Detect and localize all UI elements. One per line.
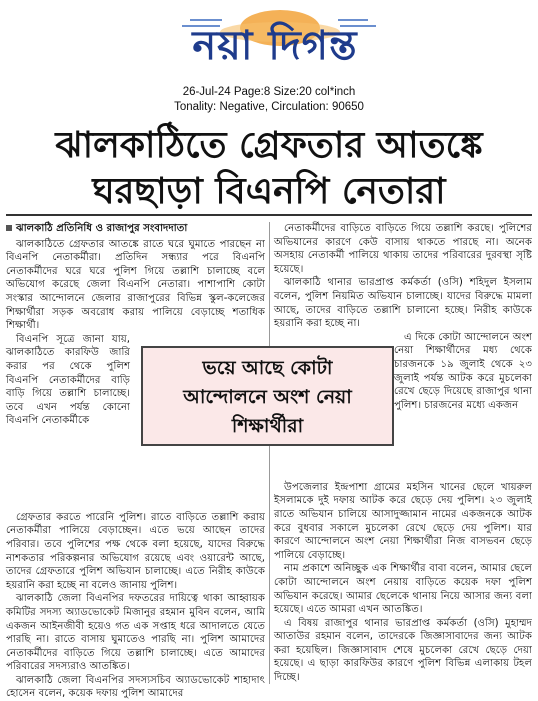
paragraph: ঝালকাঠি জেলা বিএনপির সদস্যসচিব অ্যাডভোকেট শাহাদাৎ হোসেন বলেন, কয়েক দফায় পুলিশ আমাদের — [6, 674, 265, 700]
masthead — [0, 0, 538, 120]
column-divider — [269, 222, 270, 684]
paragraph: এ দিকে কোটা আন্দোলনে অংশ নেয়া শিক্ষার্থীদের মধ্য থেকে চারজনকে ১৯ জুলাই থেকে ২৩ জুলাই পর্যন্ত আটক করে মুচলেকা রেখে ছেড়ে দিয়েছে রাজাপুর থানা পুলিশ। চারজনের মধ্যে একজন — [394, 331, 532, 411]
pull-quote-line: ভয়ে আছে কোটা — [202, 357, 333, 379]
paragraph: ঝালকাঠি জেলা বিএনপির দফতরের দায়িত্বে থাকা আহ্বায়ক কমিটির সদস্য অ্যাডভোকেট মিজানুর রহমান মুবিন বলেন, আমি একজন আইনজীবী হয়েও গত এক সপ্তাহ ধরে আদালতে যেতে পারছি না। রাতে বাসায় ঘুমাতেও পারছি না। পুলিশ আমাদের নেতাকর্মীদের বাড়িতে গিয়ে তল্লাশি চালাচ্ছে। এতে আমাদের পরিবারের সদস্যরাও আতঙ্কিত। — [6, 593, 265, 673]
paragraph: উপজেলার ইন্দ্রপাশা গ্রামের মহসিন খানের ছেলে খায়রুল ইসলামকে দুই দফায় আটক করে ছেড়ে দেয় পুলিশ। ২৩ জুলাই রাতে অভিযান চালিয়ে আসাদুজ্জামান নামের একজনকে আটক করে বুধবার সকালে মুচলেকা রেখে ছেড়ে দেয় পুলিশ। যার কারণে আন্দোলনে অংশ নেয়া শিক্ষার্থীরা নিজ বাসভবন ছেড়ে পালিয়ে বেড়াচ্ছে। — [274, 481, 532, 561]
headline-rule — [6, 214, 532, 216]
headline-line-2: ঘরছাড়া বিএনপি নেতারা — [92, 171, 446, 212]
pull-quote — [141, 346, 394, 446]
pull-quote-line: শিক্ষার্থীরা — [231, 415, 304, 437]
paragraph: নাম প্রকাশে অনিচ্ছুক এক শিক্ষার্থীর বাবা বলেন, আমার ছেলে কোটা আন্দোলনে অংশ নেয়ায় বাড়িতে কয়েক দফা পুলিশ অভিযান করেছে। আমার ছেলেকে থানায় নিয়ে আসার জন্য বলা হয়েছে। এতে আমরা এখন আতঙ্কিত। — [274, 563, 532, 616]
paragraph: ঝালকাঠিতে গ্রেফতার আতঙ্কে রাতে ঘরে ঘুমাতে পারছেন না বিএনপি নেতাকর্মীরা। প্রতিদিন সন্ধ্যার পরে বিএনপি নেতাকর্মীদের ঘরে ঘরে পুলিশ গিয়ে তল্লাশি চালাচ্ছে বলে অভিযোগ করেছে জেলা বিএনপি নেতারা। পাশাপাশি কোটা সংস্কার আন্দোলনে জেলার রাজাপুরের বিভিন্ন স্কুল-কলেজের শিক্ষার্থীরা সড়ক অবরোধ করায় পালিয়ে বেড়াচ্ছে শতাধিক শিক্ষার্থী। — [6, 238, 265, 332]
article-column-right — [274, 222, 532, 685]
paragraph: গ্রেফতার করতে পারেনি পুলিশ। রাতে বাড়িতে তল্লাশি করায় নেতাকর্মীরা পালিয়ে বেড়াচ্ছেন। এতে ভয়ে আছেন তাদের পরিবার। তবে পুলিশের পক্ষ থেকে বলা হয়েছে, যাদের বিরুদ্ধে নাশকতার পরিকল্পনার অভিযোগ রয়েছে এবং ওয়ারেন্ট আছে, তাদের গ্রেফতারে পুলিশ অভিযান চালাচ্ছে। এতে নিরীহ কাউকে হয়রানি করা হচ্ছে না বলেও জানায় পুলিশ। — [6, 511, 265, 591]
paragraph: বিএনপি সূত্রে জানা যায়, ঝালকাঠিতে কারফিউ জারি করার পর থেকে পুলিশ বিএনপি নেতাকর্মীদের বাড়ি বাড়ি গিয়ে তল্লাশি চালাচ্ছে। তবে এখন পর্যন্ত কোনো বিএনপি নেতাকর্মীকে — [6, 333, 130, 427]
newspaper-logo — [130, 6, 420, 72]
byline-text: ঝালকাঠি প্রতিনিধি ও রাজাপুর সংবাদদাতা — [16, 223, 188, 234]
byline — [6, 222, 265, 236]
clip-meta-size: 26-Jul-24 Page:8 Size:20 col*inch — [182, 86, 356, 98]
article-column-left — [6, 222, 265, 701]
paragraph: এ বিষয় রাজাপুর থানার ভারপ্রাপ্ত কর্মকর্তা (ওসি) মুহাম্মদ আতাউর রহমান বলেন, তাদেরকে জিজ্ঞাসাবাদের জন্য আটক করা হয়েছিল। জিজ্ঞাসাবাদ শেষে মুচলেকা রেখে ছেড়ে দেয়া হয়েছে। এ ছাড়া কারফিউর কারণে পুলিশ বিভিন্ন এলাকায় টহল দিচ্ছে। — [274, 617, 532, 684]
clip-meta-tonality: Tonality: Negative, Circulation: 90650 — [174, 101, 364, 113]
bullet-icon — [6, 225, 12, 231]
pull-quote-line: আন্দোলনে অংশ নেয়া — [183, 386, 352, 408]
logo-text: নয়া দিগন্ত — [192, 22, 358, 69]
paragraph: নেতাকর্মীদের বাড়িতে বাড়িতে গিয়ে তল্লাশি করছে। পুলিশের অভিযানের কারণে কেউ বাসায় থাকতে পারছে না। অনেক অসহায় নেতাকর্মী পালিয়ে থাকায় তাদের পরিবারের দুরবস্থা সৃষ্টি হয়েছে। — [274, 223, 532, 275]
paragraph: ঝালকাঠি থানার ভারপ্রাপ্ত কর্মকর্তা (ওসি) শহিদুল ইসলাম বলেন, পুলিশ নিয়মিত অভিযান চালাচ্ছে। যাদের বিরুদ্ধে মামলা আছে, তাদের বাড়িতে তল্লাশি চালানো হচ্ছে। নিরীহ কাউকে হয়রানি করা হচ্ছে না। — [274, 277, 532, 330]
headline-line-1: ঝালকাঠিতে গ্রেফতার আতঙ্কে — [55, 125, 483, 166]
